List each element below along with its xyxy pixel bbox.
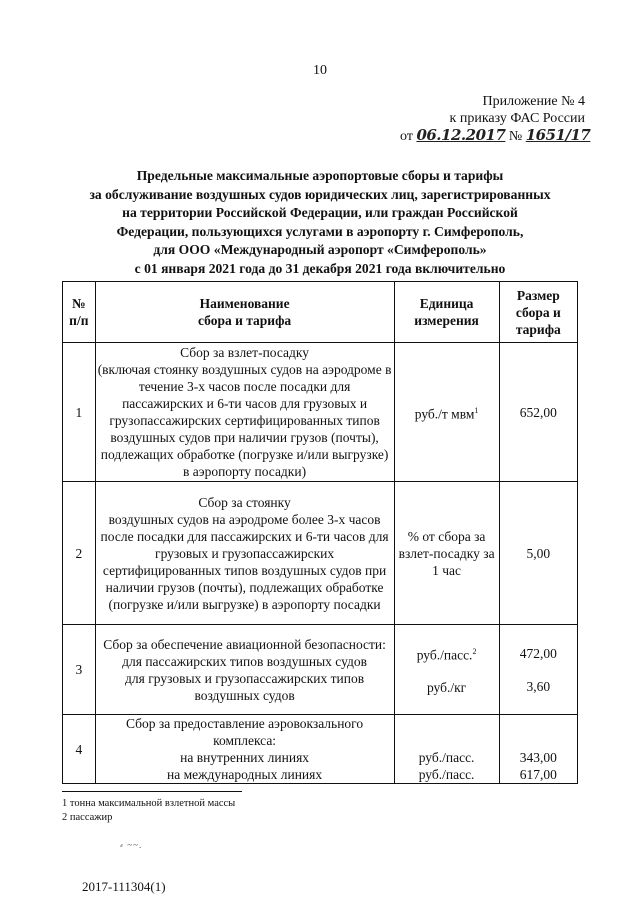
unit-text: руб./т мвм (414, 406, 475, 422)
unit-text: руб./пасс. (416, 647, 473, 663)
date-prefix: от (400, 129, 413, 144)
row-name-title: Сбор за взлет-посадку (180, 345, 310, 360)
footnote-ref: 2 (472, 646, 477, 656)
handwritten-order-number: 1651/17 (525, 126, 591, 144)
row-name (95, 343, 394, 482)
row-name-title: Сбор за обеспечение авиационной безопасности: (103, 636, 386, 652)
row-name (95, 715, 394, 784)
unit-line: руб./кг (426, 680, 467, 696)
row-unit (394, 343, 499, 482)
table-row (63, 625, 578, 715)
header-unit-line: Единица (419, 296, 474, 311)
header-unit (394, 282, 499, 343)
header-value-line: тарифа (515, 321, 561, 337)
title-line: на территории Российской Федерации, или граждан Российской (122, 205, 518, 220)
row-sub-item: для грузовых и грузопассажирских типов воздушных судов (125, 670, 365, 703)
row-number: 1 (63, 343, 96, 482)
header-name-line: сбора и тарифа (197, 313, 292, 328)
row-number: 3 (63, 625, 96, 715)
row-name (95, 625, 394, 715)
unit-line: руб./пасс. (418, 767, 475, 782)
page-number: 10 (313, 63, 327, 78)
footnote-2: 2 пассажир (62, 812, 113, 823)
tariff-table (62, 281, 578, 784)
handwritten-date: 06.12.2017 (416, 126, 506, 144)
value-line: 472,00 (519, 645, 557, 661)
header-number-line: п/п (69, 313, 89, 328)
header-name (95, 282, 394, 343)
document-number: 2017-111304(1) (82, 879, 166, 894)
appendix-line-2: к приказу ФАС России (449, 111, 585, 126)
row-sub-item: для пассажирских типов воздушных судов (122, 653, 367, 669)
header-value-line: сбора и (515, 304, 561, 320)
value-line: 343,00 (519, 750, 557, 765)
header-value (499, 282, 577, 343)
unit-line: руб./пасс. (418, 750, 475, 765)
row-name-title: Сбор за предоставление аэровокзального комплекса: (126, 716, 364, 748)
title-line: Федерации, пользующихся услугами в аэропорту г. Симферополь, (116, 223, 524, 239)
unit-line (397, 643, 497, 664)
value-line: 617,00 (519, 767, 557, 782)
row-unit: % от сбора за взлет-посадку за 1 час (394, 482, 499, 625)
header-unit-line: измерения (414, 313, 479, 328)
row-value (499, 715, 577, 784)
row-value: 5,00 (499, 482, 577, 625)
row-name-body: воздушных судов на аэродроме более 3-х часов после посадки для пассажирских и 6-ти часов для грузовых и грузопассажирских сертифицированных типов воздушных судов при наличии грузов (почты), подлежащих обработке (погрузке и/или выгрузке) в аэропорту посадки (100, 511, 389, 612)
footnote-divider (62, 791, 242, 792)
document-title (40, 167, 600, 278)
appendix-block (400, 93, 591, 145)
footnote-1: 1 тонна максимальной взлетной массы (62, 798, 236, 809)
table-row (63, 343, 578, 482)
header-value-line: Размер (516, 287, 560, 303)
value-line: 3,60 (526, 678, 551, 694)
row-name-title: Сбор за стоянку (198, 494, 291, 510)
footnotes (62, 797, 235, 825)
number-prefix: № (508, 129, 523, 144)
row-number: 4 (63, 715, 96, 784)
scan-mark: ⸗ ~~. (120, 840, 143, 850)
title-line: Предельные максимальные аэропортовые сборы и тарифы (136, 168, 504, 183)
appendix-line-1: Приложение № 4 (482, 94, 585, 109)
row-value (499, 625, 577, 715)
row-unit (394, 715, 499, 784)
header-number-line: № (72, 296, 86, 311)
row-sub-item: на внутренних линиях (180, 750, 310, 765)
appendix-date-line (400, 126, 591, 145)
row-unit (394, 625, 499, 715)
row-sub-item: на международных линиях (167, 767, 323, 782)
title-line: за обслуживание воздушных судов юридических лиц, зарегистрированных (89, 186, 551, 202)
row-value: 652,00 (499, 343, 577, 482)
header-number (63, 282, 96, 343)
row-name (95, 482, 394, 625)
footnote-ref: 1 (474, 405, 479, 415)
title-line: для ООО «Международный аэропорт «Симферополь» (153, 242, 487, 257)
title-line: с 01 января 2021 года до 31 декабря 2021 года включительно (134, 260, 506, 276)
table-header-row (63, 282, 578, 343)
table-row (63, 715, 578, 784)
table-row (63, 482, 578, 625)
row-number: 2 (63, 482, 96, 625)
row-name-body: (включая стоянку воздушных судов на аэродроме в течение 3-х часов после посадки для пассажирских и 6-ти часов для грузовых и грузопассажирских сертифицированных типов воздушных судов при наличии грузов (почты), подлежащих обработке (погрузке и/или выгрузке) в аэропорту посадки) (97, 362, 392, 479)
header-name-line: Наименование (199, 296, 290, 311)
